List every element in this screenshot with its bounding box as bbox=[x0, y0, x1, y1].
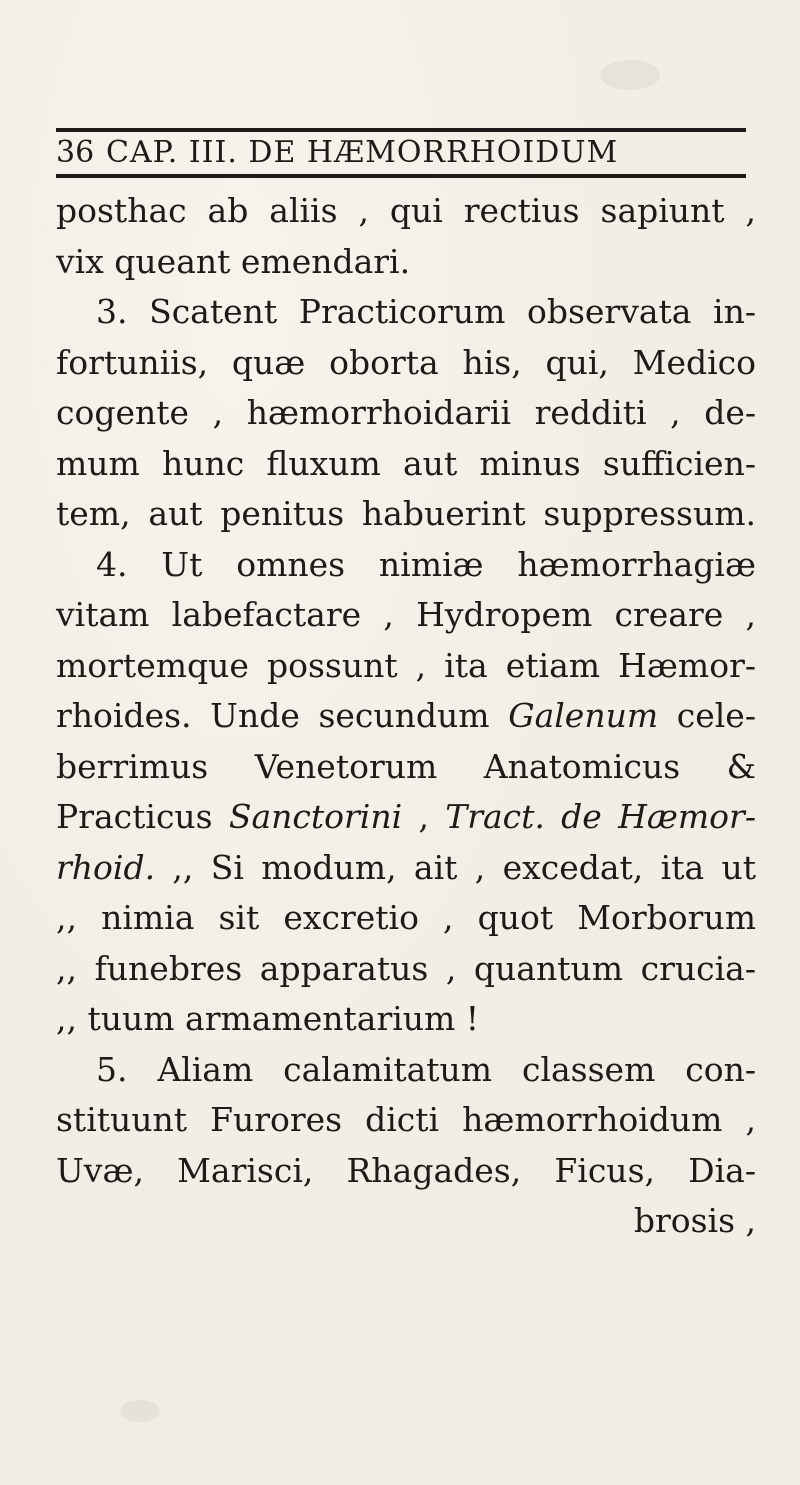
header-rule-top bbox=[56, 128, 746, 132]
text-line: posthac ab aliis , qui rectius sapiunt , bbox=[56, 191, 756, 230]
text-segment: , bbox=[402, 797, 446, 836]
text-line bbox=[56, 691, 756, 742]
text-line: ,, nimia sit excretio , quot Morborum bbox=[56, 898, 756, 937]
running-head: CAP. III. DE HÆMORRHOIDUM bbox=[106, 135, 619, 170]
italic-name: Galenum bbox=[508, 696, 659, 735]
text-line: 4. Ut omnes nimiæ hæmorrhagiæ bbox=[96, 544, 756, 584]
text-line: stituunt Furores dicti hæmorrhoidum , bbox=[56, 1100, 756, 1139]
text-line: ,, tuum armamentarium ! bbox=[56, 999, 480, 1038]
italic-title: rhoid. bbox=[56, 847, 156, 887]
text-line: berrimus Venetorum Anatomicus & bbox=[56, 746, 756, 786]
body-text bbox=[56, 186, 756, 1247]
text-segment: Practicus bbox=[56, 797, 213, 836]
text-line bbox=[56, 843, 756, 894]
italic-title: Tract. de Hæmor- bbox=[445, 797, 756, 836]
text-line: mum hunc fluxum aut minus sufficien- bbox=[56, 443, 756, 483]
text-segment: ,, Si modum, ait , excedat, ita ut bbox=[155, 847, 756, 887]
text-line: Uvæ, Marisci, Rhagades, Ficus, Dia- bbox=[56, 1150, 756, 1190]
text-line: tem, aut penitus habuerint suppressum. bbox=[56, 494, 756, 533]
paper-stain bbox=[120, 1400, 160, 1422]
text-line: 3. Scatent Practicorum observata in- bbox=[96, 292, 756, 331]
header-rule-bottom bbox=[56, 174, 746, 178]
text-segment: cele- bbox=[658, 696, 756, 735]
text-line: 5. Aliam calamitatum classem con- bbox=[96, 1049, 756, 1089]
page-number: 36 bbox=[56, 135, 95, 170]
text-line: cogente , hæmorrhoidarii redditi , de- bbox=[56, 393, 756, 432]
text-line: vitam labefactare , Hydropem creare , bbox=[56, 595, 756, 634]
text-line bbox=[56, 792, 756, 843]
paper-stain bbox=[600, 60, 660, 90]
text-line: vix queant emendari. bbox=[56, 241, 411, 281]
catchword-line: brosis , bbox=[633, 1201, 756, 1240]
text-line: ,, funebres apparatus , quantum crucia- bbox=[56, 948, 756, 988]
text-line: mortemque possunt , ita etiam Hæmor- bbox=[56, 645, 756, 685]
page-header bbox=[56, 128, 746, 178]
text-segment: rhoides. Unde secundum bbox=[56, 696, 490, 735]
text-line: fortuniis, quæ oborta his, qui, Medico bbox=[56, 342, 756, 382]
italic-name: Sanctorini bbox=[228, 797, 403, 836]
